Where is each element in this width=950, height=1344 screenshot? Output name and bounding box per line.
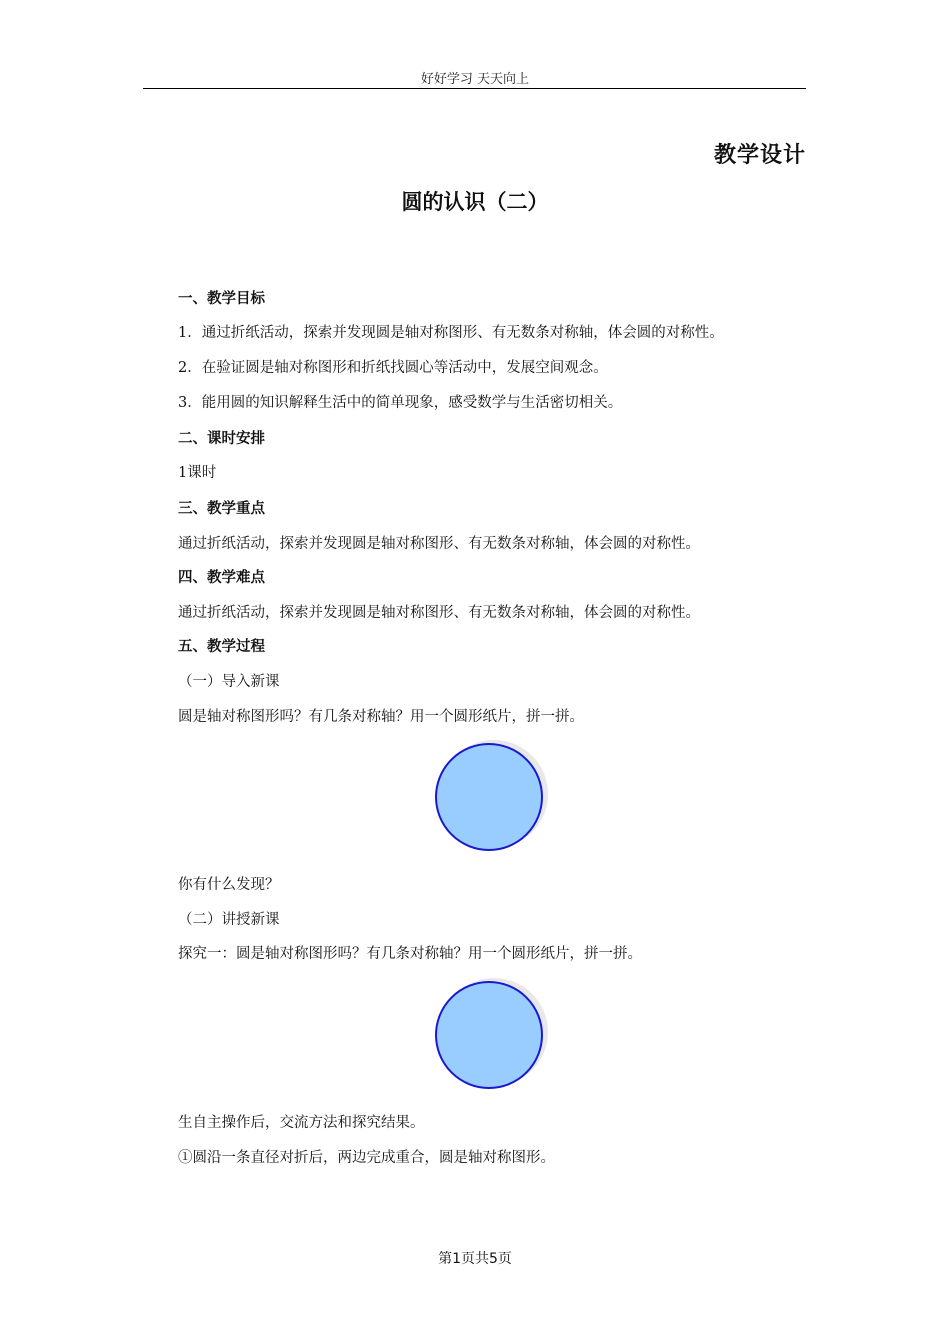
circle-shape [436, 982, 542, 1088]
section-heading-key: 三、教学重点 [178, 501, 265, 517]
lesson-point: ①圆沿一条直径对折后，两边完成重合，圆是轴对称图形。 [178, 1150, 555, 1166]
lesson-text: 探究一：圆是轴对称图形吗？有几条对称轴？用一个圆形纸片，拼一拼。 [178, 946, 642, 962]
section-heading-hours: 二、课时安排 [178, 431, 265, 447]
circle-figure [428, 974, 554, 1094]
subsection-heading-lesson: （二）讲授新课 [178, 912, 280, 928]
circle-figure [428, 736, 554, 856]
section-heading-difficulty: 四、教学难点 [178, 570, 265, 586]
intro-text: 圆是轴对称图形吗？有几条对称轴？用一个圆形纸片，拼一拼。 [178, 709, 584, 725]
page-title: 圆的认识（二） [401, 190, 549, 214]
lesson-after-text: 生自主操作后，交流方法和探究结果。 [178, 1115, 425, 1131]
page-footer: 第1页共5页 [438, 1251, 512, 1267]
difficulty-text: 通过折纸活动，探索并发现圆是轴对称图形、有无数条对称轴，体会圆的对称性。 [178, 605, 700, 621]
goal-item: 1．通过折纸活动，探索并发现圆是轴对称图形、有无数条对称轴，体会圆的对称性。 [178, 325, 724, 341]
circle-shape [436, 744, 542, 850]
goal-item: 3．能用圆的知识解释生活中的简单现象，感受数学与生活密切相关。 [178, 395, 623, 411]
section-heading-process: 五、教学过程 [178, 639, 265, 655]
page-header: 好好学习 天天向上 [420, 72, 530, 87]
hours-text: 1课时 [178, 465, 217, 481]
intro-question: 你有什么发现？ [178, 877, 280, 893]
section-heading-goals: 一、教学目标 [178, 291, 265, 307]
document-type: 教学设计 [713, 143, 806, 168]
subsection-heading-intro: （一）导入新课 [178, 674, 280, 690]
key-text: 通过折纸活动，探索并发现圆是轴对称图形、有无数条对称轴，体会圆的对称性。 [178, 536, 700, 552]
goal-item: 2．在验证圆是轴对称图形和折纸找圆心等活动中，发展空间观念。 [178, 360, 608, 376]
header-divider [143, 88, 806, 89]
